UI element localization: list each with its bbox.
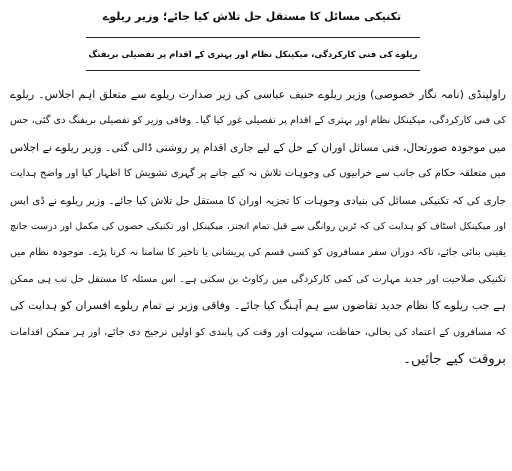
body-line: یقینی بنائی جائے، تاکہ دوران سفر مسافروں کو کسی قسم کی پریشانی یا تاخیر کا سامنا نہ کرنا پڑے۔ موجودہ نظام میں <box>10 247 506 259</box>
body-line-last: بروقت کیے جائیں۔ <box>403 350 506 367</box>
body-line: اور میکینکل اسٹاف کو ہدایت کی کہ ٹرین روانگی سے قبل تمام انجنز، میکینکل اور تکنیکی حصوں کی مکمل اور درست جانچ <box>10 220 506 232</box>
body-line: جاری کی کہ تکنیکی مسائل کی بنیادی وجوہات کا تجزیہ اوران کا مستقل حل تلاش کیا جائے۔ وزیر ریلوے نے ڈی ایس <box>10 194 506 207</box>
body-line: میں متعلقہ حکام کی جانب سے خرابیوں کی وجوہات تلاش نہ کیے جانے پر گہری تشویش کا اظہار کیا اور واضح ہدایت <box>10 168 506 180</box>
body-line: میں موجودہ صورتحال، فنی مسائل اوران کے حل کے لیے جاری اقدام پر روشنی ڈالی گئی۔ وزیر ریلوے نے اجلاس <box>10 140 506 154</box>
article-subheadline: ریلوے کی فنی کارکردگی، میکینکل نظام اور بہتری کے اقدام پر تفصیلی بریفنگ <box>88 49 418 60</box>
body-line: کی فنی کارکردگی، میکینکل نظام اور بہتری کے اقدام پر تفصیلی غور کیا گیا۔ وفاقی وزیر کو تفصیلی بریفنگ دی گئی، جس <box>10 115 506 127</box>
subheadline-box <box>86 37 420 71</box>
body-line: ہے جب ریلوے کا نظام جدید تقاضوں سے ہم آہنگ کیا جائے۔ وفاقی وزیر نے تمام ریلوے افسران کو ہدایت کی <box>10 299 506 313</box>
body-line: راولپنڈی (نامہ نگار خصوصی) وزیر ریلوے حنیف عباسی کی زیر صدارت ریلوے سے متعلق اہم اجلاس۔ ریلوے <box>10 88 506 101</box>
body-line: تکنیکی صلاحیت اور جدید مہارت کی کمی کارکردگی میں رکاوٹ بن سکتی ہے۔ اس مسئلہ کا مستقل حل تب ہی ممکن <box>10 273 506 285</box>
article-headline: تکنیکی مسائل کا مستقل حل تلاش کیا جائے؛ وزیر ریلوے <box>102 10 402 23</box>
body-line: کہ مسافروں کے اعتماد کی بحالی، حفاظت، سہولت اور وقت کی پابندی کو اولین ترجیح دی جائے، اور ہر ممکن اقدامات <box>10 326 506 338</box>
article-body <box>10 82 506 372</box>
